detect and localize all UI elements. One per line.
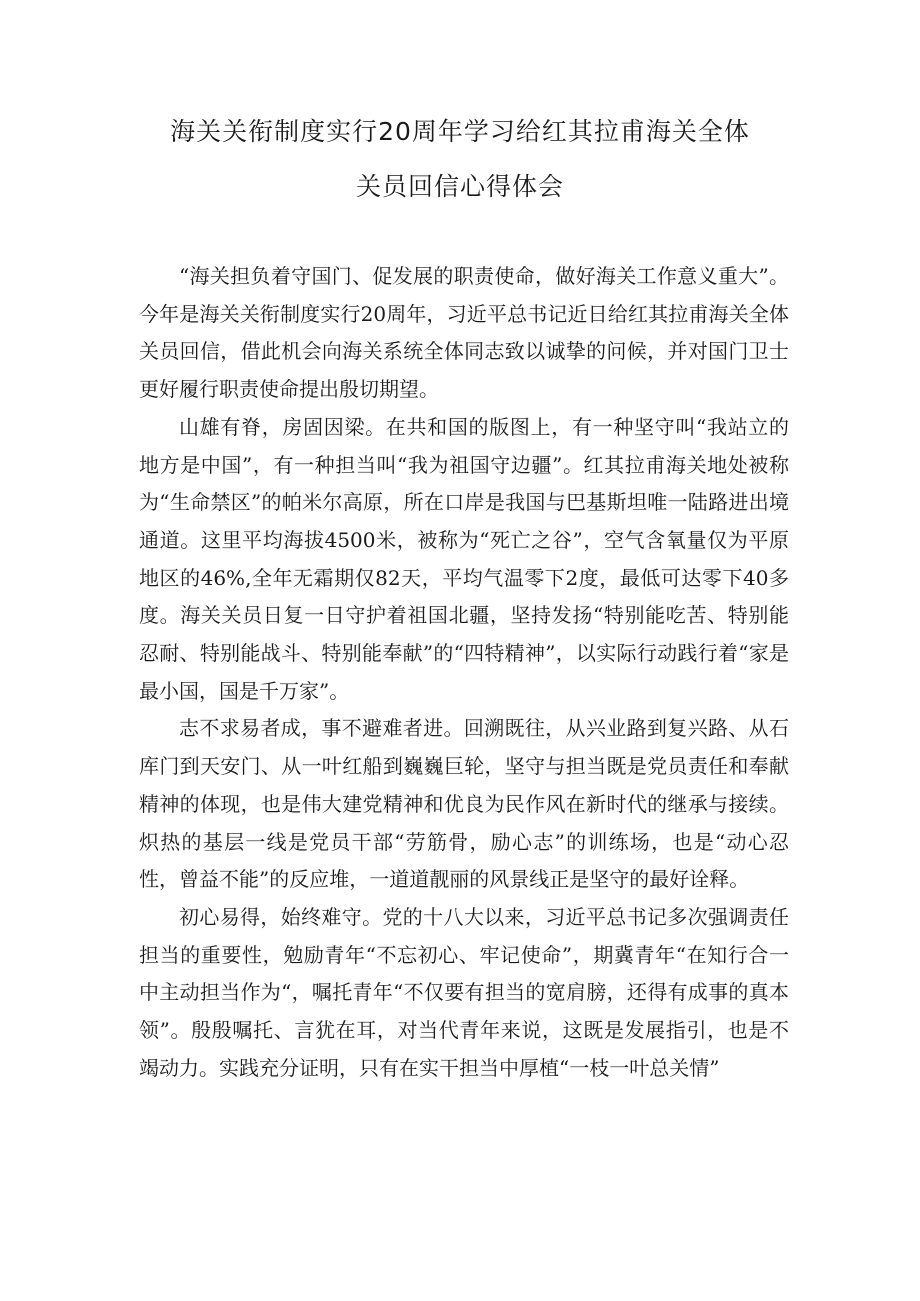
body-paragraph-3: 志不求易者成，事不避难者进。回溯既往，从兴业路到复兴路、从石库门到天安门、从一叶红船到巍巍巨轮，坚守与担当既是党员责任和奉献精神的体现，也是伟大建党精神和优良为民作风在新时代的继承与接续。炽热的基层一线是党员干部“劳筋骨，励心志”的训练场，也是“动心忍性，曾益不能”的反应堆，一道道靓丽的风景线正是坚守的最好诠释。 xyxy=(139,716,789,892)
body-paragraph-2: 山雄有脊，房固因梁。在共和国的版图上，有一种坚守叫“我站立的地方是中国”，有一种担当叫“我为祖国守边疆”。红其拉甫海关地处被称为“生命禁区”的帕米尔高原，所在口岸是我国与巴基斯坦唯一陆路进出境通道。这里平均海拔4500米，被称为“死亡之谷”，空气含氧量仅为平原地区的46%,全年无霜期仅82天，平均气温零下2度，最低可达零下40多度。海关关员日复一日守护着祖国北疆，坚持发扬“特别能吃苦、特别能忍耐、特别能战斗、特别能奉献”的“四特精神”，以实际行动践行着“家是最小国，国是千万家”。 xyxy=(139,414,789,703)
body-paragraph-4: 初心易得，始终难守。党的十八大以来，习近平总书记多次强调责任担当的重要性，勉励青年“不忘初心、牢记使命”，期冀青年“在知行合一中主动担当作为“，嘱托青年“不仅要有担当的宽肩膀，还得有成事的真本领”。殷殷嘱托、言犹在耳，对当代青年来说，这既是发展指引，也是不竭动力。实践充分证明，只有在实干担当中厚植“一枝一叶总关情” xyxy=(139,904,789,1080)
document-title-line-1: 海关关衔制度实行20周年学习给红其拉甫海关全体 xyxy=(170,117,750,146)
document-title-line-2: 关员回信心得体会 xyxy=(355,172,564,201)
document-body xyxy=(139,258,789,1087)
body-paragraph-1: “海关担负着守国门、促发展的职责使命，做好海关工作意义重大”。今年是海关关衔制度实行20周年，习近平总书记近日给红其拉甫海关全体关员回信，借此机会向海关系统全体同志致以诚挚的问候，并对国门卫士更好履行职责使命提出殷切期望。 xyxy=(139,264,789,402)
